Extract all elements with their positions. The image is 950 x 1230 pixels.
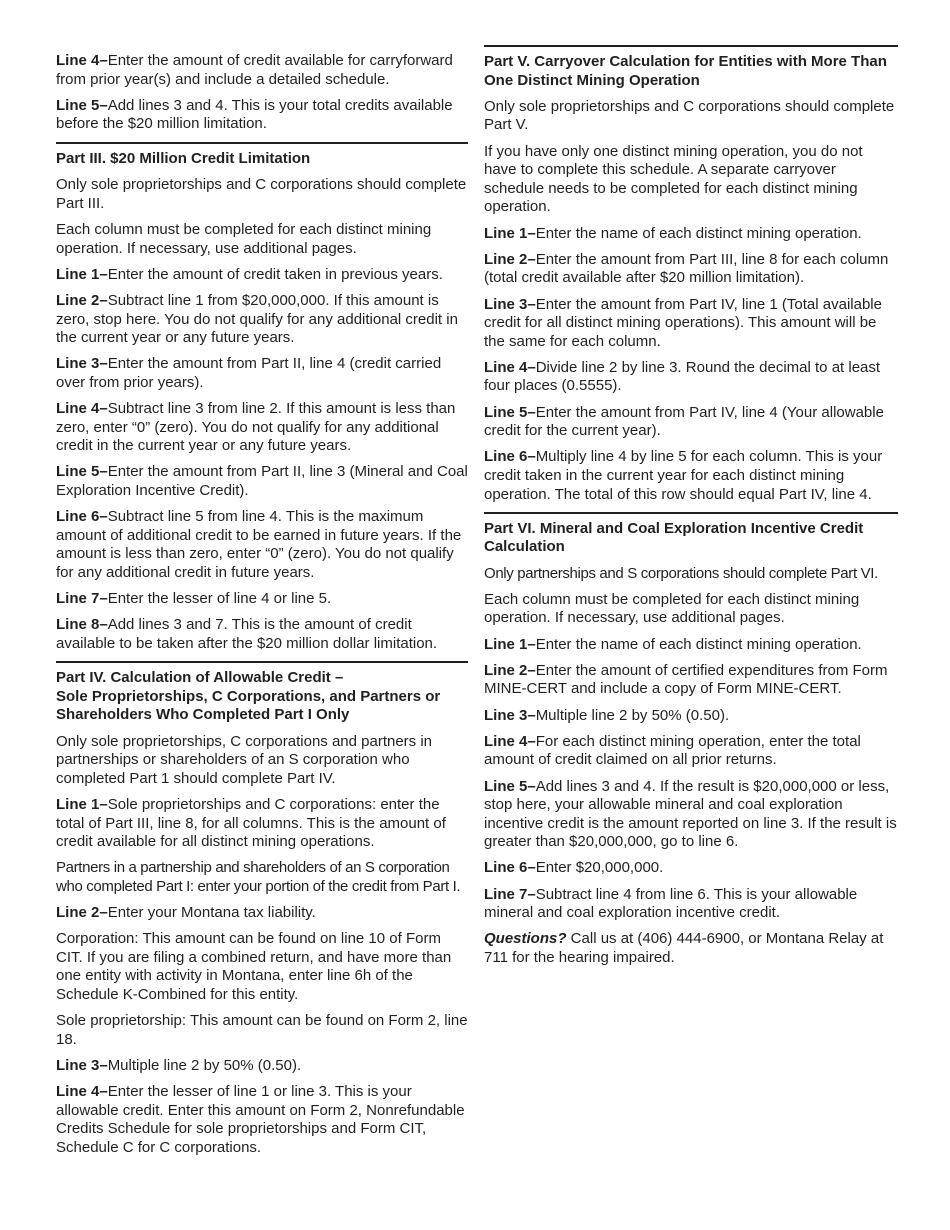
part4-heading: [56, 663, 468, 725]
instruction-line: Line 3–Enter the amount from Part IV, line 1 (Total available credit for all distinct mining operations). This amount will be the same for each column.: [484, 295, 882, 350]
part3-intro: Each column must be completed for each distinct mining operation. If necessary, use additional pages.: [56, 220, 432, 257]
part3-heading: Part III. $20 Million Credit Limitation: [56, 149, 311, 167]
instruction-line: Line 2–Enter the amount from Part III, line 8 for each column (total credit available after $20 million limitation).: [484, 250, 889, 287]
instruction-line: Line 3–Multiple line 2 by 50% (0.50).: [56, 1057, 302, 1074]
instruction-line: Line 2–Enter your Montana tax liability.: [56, 904, 316, 922]
instruction-line: Line 5–Enter the amount from Part IV, line 4 (Your allowable credit for the current year).: [484, 403, 884, 440]
part4-heading-line2: Sole Proprietorships, C Corporations, and Partners or Shareholders Who Completed Part I Only: [56, 687, 441, 724]
instruction-line: Line 1–Enter the amount of credit taken in previous years.: [56, 265, 443, 283]
instruction-line: Line 5–Add lines 3 and 4. If the result is $20,000,000 or less, stop here, your allowable mineral and coal exploration incentive credit is the amount reported on line 3. If the result is greater than $20,000,000, go to line 6.: [484, 777, 897, 851]
corporation-note: Corporation: This amount can be found on line 10 of Form CIT. If you are filing a combined return, and have more than one entity with activity in Montana, enter line 6h of the Schedule K-Combined for this entity.: [56, 930, 452, 1004]
partners-note: Partners in a partnership and shareholders of an S corporation who completed Part I: enter your portion of the credit from Part I.: [56, 859, 461, 895]
instruction-line: Line 1–Enter the name of each distinct mining operation.: [484, 224, 862, 242]
instruction-line: Line 5–Enter the amount from Part II, line 3 (Mineral and Coal Exploration Incentive Credit).: [56, 463, 468, 500]
questions-contact: [484, 930, 898, 967]
instruction-line: Line 5–Add lines 3 and 4. This is your total credits available before the $20 million limitation.: [56, 96, 453, 133]
part6-heading: Part VI. Mineral and Coal Exploration Incentive Credit Calculation: [484, 519, 864, 556]
part4-intro: Only sole proprietorships, C corporations and partners in partnerships or shareholders of an S corporation who completed Part 1 should complete Part IV.: [56, 732, 433, 787]
instruction-line: Line 8–Add lines 3 and 7. This is the amount of credit available to be taken after the $20 million dollar limitation.: [56, 616, 438, 652]
part5-intro: Only sole proprietorships and C corporations should complete Part V.: [484, 97, 895, 134]
instruction-line: Line 6–Multiply line 4 by line 5 for each column. This is your credit taken in the current year for each distinct mining operation. The total of this row should equal Part IV, line 4.: [484, 448, 883, 503]
instruction-line: Line 1–Enter the name of each distinct mining operation.: [484, 635, 862, 653]
instruction-line: Line 3–Multiple line 2 by 50% (0.50).: [484, 706, 730, 724]
questions-text: Call us at (406) 444-6900, or Montana Relay at 711 for the hearing impaired.: [484, 930, 884, 967]
instruction-line: Line 6–Subtract line 5 from line 4. This is the maximum amount of additional credit to be earned in future years. If the amount is less than zero, enter “0” (zero). You do not qualify for any additional credit in future years.: [56, 508, 462, 581]
instruction-line: Line 3–Enter the amount from Part II, line 4 (credit carried over from prior years).: [56, 355, 442, 391]
part4-heading-line1: Part IV. Calculation of Allowable Credit –: [56, 669, 344, 687]
instruction-line: Line 1–Sole proprietorships and C corporations: enter the total of Part III, line 8, for all columns. This is the amount of credit available for all distinct mining operations.: [56, 795, 446, 851]
part6-intro: Only partnerships and S corporations should complete Part VI.: [484, 564, 878, 582]
left-column: [56, 52, 468, 1165]
instruction-line: Line 7–Subtract line 4 from line 6. This is your allowable mineral and coal exploration incentive credit.: [484, 885, 858, 922]
part6-intro: Each column must be completed for each distinct mining operation. If necessary, use additional pages.: [484, 590, 860, 627]
part5-intro: If you have only one distinct mining operation, you do not have to complete this schedule. A separate carryover schedule needs to be completed for each distinct mining operation.: [484, 142, 863, 216]
instruction-line: Line 4–Enter the amount of credit available for carryforward from prior year(s) and include a detailed schedule.: [56, 52, 453, 88]
instruction-line: Line 4–Subtract line 3 from line 2. If this amount is less than zero, enter “0” (zero). You do not qualify for any additional credit in the current year or any future years.: [56, 400, 456, 455]
sole-proprietorship-note: Sole proprietorship: This amount can be found on Form 2, line 18.: [56, 1012, 468, 1048]
instruction-line: Line 2–Subtract line 1 from $20,000,000. If this amount is zero, stop here. You do not qualify for any additional credit in the current year or any future years.: [56, 291, 458, 347]
instruction-line: Line 4–For each distinct mining operation, enter the total amount of credit claimed on all prior returns.: [484, 732, 861, 769]
instruction-line: Line 4–Enter the lesser of line 1 or line 3. This is your allowable credit. Enter this amount on Form 2, Nonrefundable Credits Schedule for sole proprietorships and Form CIT, Schedule C for C corporations.: [56, 1083, 465, 1156]
questions-label: Questions?: [484, 930, 567, 948]
right-column: [484, 45, 898, 975]
part3-intro: Only sole proprietorships and C corporations should complete Part III.: [56, 176, 467, 212]
part5-heading: Part V. Carryover Calculation for Entities with More Than One Distinct Mining Operation: [484, 53, 887, 89]
instruction-line: Line 2–Enter the amount of certified expenditures from Form MINE-CERT and include a copy of Form MINE-CERT.: [484, 661, 888, 698]
instruction-line: Line 6–Enter $20,000,000.: [484, 859, 664, 877]
instruction-line: Line 4–Divide line 2 by line 3. Round the decimal to at least four places (0.5555).: [484, 358, 881, 395]
instruction-line: Line 7–Enter the lesser of line 4 or line 5.: [56, 590, 332, 608]
